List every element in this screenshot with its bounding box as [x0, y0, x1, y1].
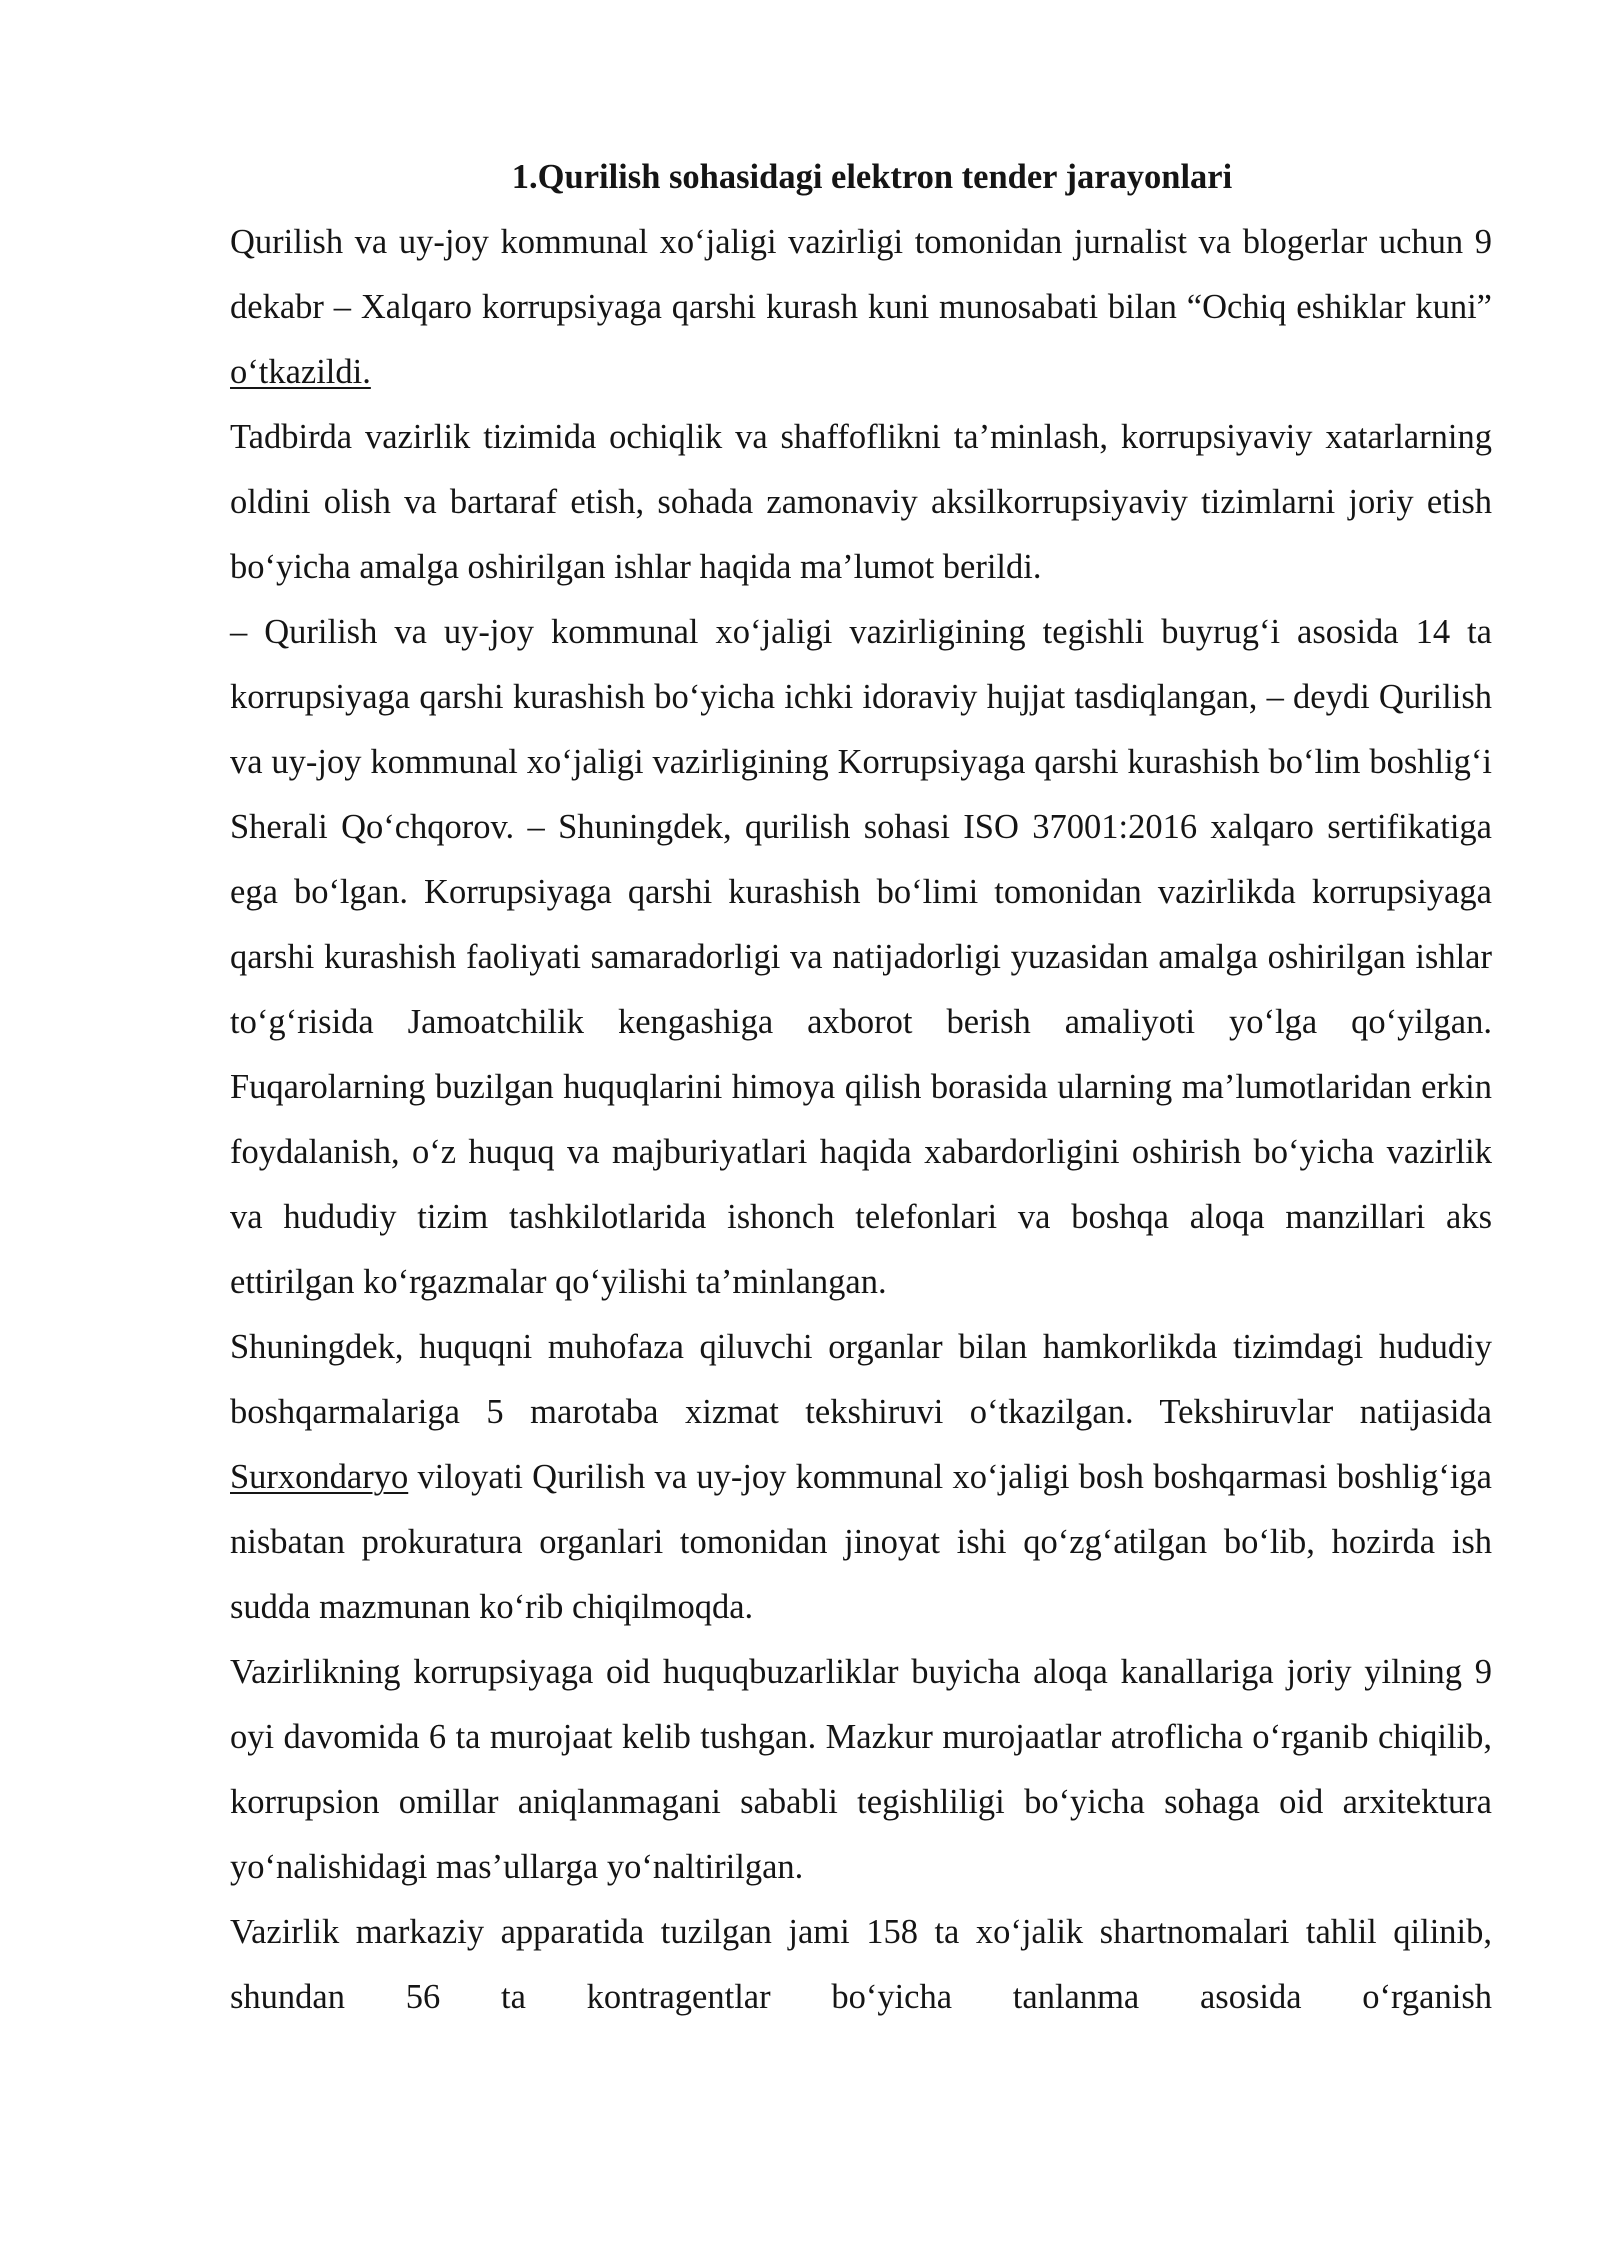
paragraph-quote: – Qurilish va uy-joy kommunal xo‘jaligi vazirligining tegishli buyrug‘i asosida 14 ta korrupsiyaga qarshi kurashish bo‘yicha ichki idoraviy hujjat tasdiqlangan, – deydi Qurilish va uy-joy kommunal xo‘jaligi vazirligining Korrupsiyaga qarshi kurashish bo‘lim boshlig‘i Sherali Qo‘chqorov. – Shuningdek, qurilish sohasi ISO 37001:2016 xalqaro sertifikatiga ega bo‘lgan. Korrupsiyaga qarshi kurashish bo‘limi tomonidan vazirlikda korrupsiyaga qarshi kurashish faoliyati samaradorligi va natijadorligi yuzasidan amalga oshirilgan ishlar to‘g‘risida Jamoatchilik kengashiga axborot berish amaliyoti yo‘lga qo‘yilgan. Fuqarolarning buzilgan huquqlarini himoya qilish borasida ularning ma’lumotlaridan erkin foydalanish, o‘z huquq va majburiyatlari haqida xabardorligini oshirish bo‘yicha vazirlik va hududiy tizim tashkilotlarida ishonch telefonlari va boshqa aloqa manzillari aks ettirilgan ko‘rgazmalar qo‘yilishi ta’minlangan.	[230, 613, 1492, 1301]
paragraph-appeals: Vazirlikning korrupsiyaga oid huquqbuzarliklar buyicha aloqa kanallariga joriy yilning 9 oyi davomida 6 ta murojaat kelib tushgan. Mazkur murojaatlar atroflicha o‘rganib chiqilib, korrupsion omillar aniqlanmagani sababli tegishliligi bo‘yicha sohaga oid arxitektura yo‘nalishidagi mas’ullarga yo‘naltirilgan.	[230, 1653, 1492, 1886]
hyperlink-otkazildi[interactable]: o‘tkazildi.	[230, 353, 371, 391]
document-title: 1.Qurilish sohasidagi elektron tender jarayonlari	[511, 158, 1233, 196]
paragraph-text: Qurilish va uy-joy kommunal xo‘jaligi vazirligi tomonidan jurnalist va blogerlar uchun 9 dekabr – Xalqaro korrupsiyaga qarshi kurash kuni munosabati bilan “Ochiq eshiklar kuni”	[230, 223, 1492, 326]
hyperlink-surxondaryo[interactable]: Surxondaryo	[230, 1458, 409, 1496]
document-body	[230, 145, 1492, 2030]
paragraph-text: Shuningdek, huquqni muhofaza qiluvchi organlar bilan hamkorlikda tizimdagi hududiy boshqarmalariga 5 marotaba xizmat tekshiruvi o‘tkazilgan. Tekshiruvlar natijasida	[230, 1328, 1492, 1431]
paragraph-open-doors-day	[230, 210, 1492, 405]
paragraph-inspections	[230, 1315, 1492, 1640]
paragraph-contracts: Vazirlik markaziy apparatida tuzilgan jami 158 ta xo‘jalik shartnomalari tahlil qilinib, shundan 56 ta kontragentlar bo‘yicha tanlanma asosida o‘rganish	[230, 1913, 1492, 2016]
paragraph-event-summary: Tadbirda vazirlik tizimida ochiqlik va shaffoflikni ta’minlash, korrupsiyaviy xatarlarning oldini olish va bartaraf etish, sohada zamonaviy aksilkorrupsiyaviy tizimlarni joriy etish bo‘yicha amalga oshirilgan ishlar haqida ma’lumot berildi.	[230, 418, 1492, 586]
paragraph-text: viloyati Qurilish va uy-joy kommunal xo‘jaligi bosh boshqarmasi boshlig‘iga nisbatan prokuratura organlari tomonidan jinoyat ishi qo‘zg‘atilgan bo‘lib, hozirda ish sudda mazmunan ko‘rib chiqilmoqda.	[230, 1458, 1492, 1626]
